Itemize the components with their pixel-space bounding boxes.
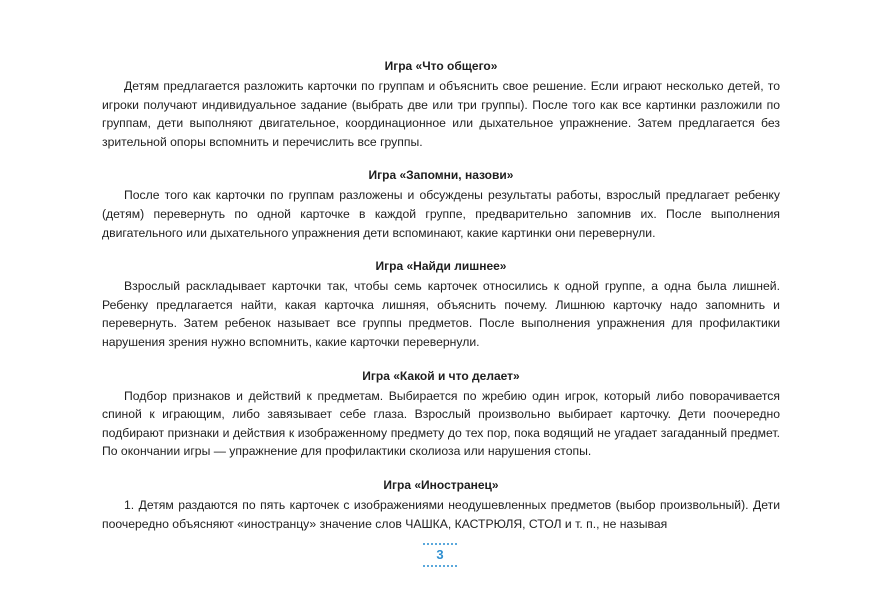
page-number: 3 — [436, 547, 444, 562]
section-naidi-lishnee — [102, 256, 780, 351]
section-body: После того как карточки по группам разложены и обсуждены результаты работы, взрослый предлагает ребенку (детям) перевернуть по одной карточке в каждой группе, предварительно запомнив их. После выполнения двигательного или дыхательного упражнения дети вспоминают, какие картинки они перевернули. — [102, 188, 780, 240]
section-kakoi-i-chto-delaet — [102, 366, 780, 461]
document-page — [102, 56, 780, 533]
dotted-rule-bottom — [423, 565, 457, 567]
section-body: Детям предлагается разложить карточки по группам и объяснить свое решение. Если играют несколько детей, то игроки получают индивидуальное задание (выбрать две или три группы). После того как все картинки разложили по группам, дети выполняют двигательное, координационное или дыхательное упражнение. Затем предлагается без зрительной опоры вспомнить и перечислить все группы. — [102, 79, 780, 149]
section-title: Игра «Запомни, назови» — [368, 168, 514, 183]
section-title: Игра «Какой и что делает» — [362, 368, 520, 383]
section-body: Взрослый раскладывает карточки так, чтобы семь карточек относились к одной группе, а одна была лишней. Ребенку предлагается найти, какая карточка лишняя, объяснить почему. Лишнюю карточку надо запомнить и перевернуть. Затем ребенок называет все группы предметов. После выполнения упражнения для профилактики нарушения зрения нужно вспомнить, какие карточки перевернули. — [102, 279, 780, 349]
section-body: Подбор признаков и действий к предметам. Выбирается по жребию один игрок, который либо поворачивается спиной к играющим, либо завязывает себе глаза. Взрослый произвольно выбирает карточку. Дети поочередно подбирают признаки и действия к изображенному предмету до тех пор, пока водящий не угадает загаданный предмет. По окончании игры — упражнение для профилактики сколиоза или нарушения стопы. — [102, 388, 780, 459]
section-title: Игра «Найди лишнее» — [375, 259, 507, 274]
section-zapomni-nazovi — [102, 165, 780, 242]
section-title: Игра «Что общего» — [384, 59, 498, 73]
section-body: 1. Детям раздаются по пять карточек с изображениями неодушевленных предметов (выбор произвольный). Дети поочередно объясняют «иностранцу» значение слов ЧАШКА, КАСТРЮЛЯ, СТОЛ и т. п., не называя — [102, 497, 780, 531]
section-inostranets — [102, 475, 780, 533]
section-title: Игра «Иностранец» — [383, 477, 499, 492]
page-footer — [0, 543, 880, 573]
section-chto-obshchego — [102, 56, 780, 151]
